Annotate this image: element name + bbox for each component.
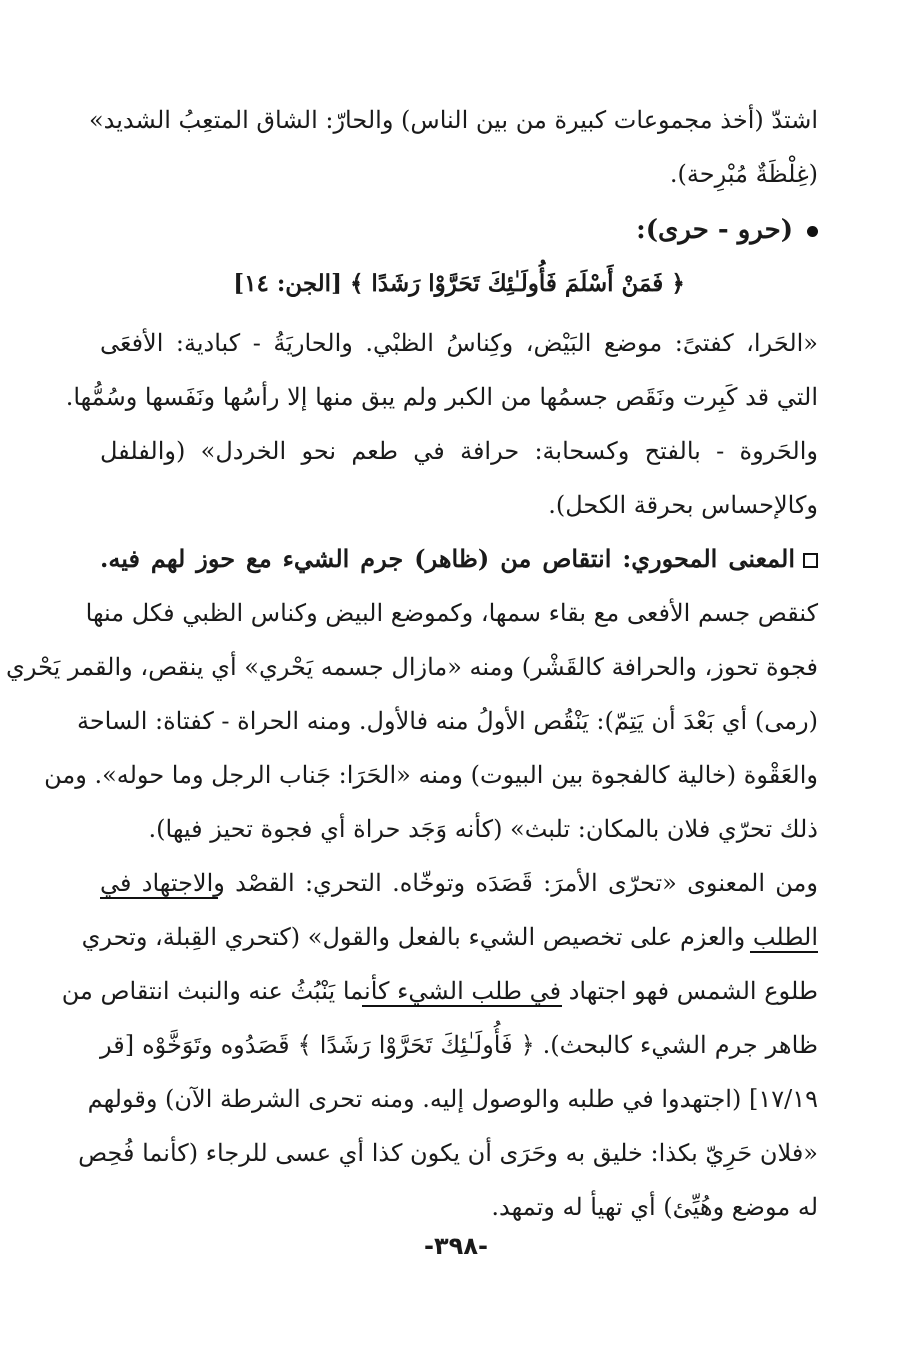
text-line: [78, 1128, 818, 1178]
text-line: [61, 966, 818, 1016]
underline-mark: [100, 897, 218, 899]
text-line-content: الطلب والعزم على تخصيص الشيء بالفعل والقول» (كتحري القِبلة، وتحري: [81, 923, 818, 951]
text-line-content: «الحَرا، كفتىً: موضع البَيْض، وكِناسُ الظبْي. والحاريَةُ - كبادية: الأفعَى: [100, 329, 818, 357]
text-line-content: ظاهر جرم الشيء كالبحث). ﴿ فَأُولَـٰئِكَ تَحَرَّوْا رَشَدًا ﴾ قَصَدُوه وتَوَخَّوْه [قر: [100, 1031, 818, 1059]
bullet-icon: [807, 226, 818, 237]
text-line: [100, 858, 818, 908]
text-line-content: والعَقْوة (خالية كالفجوة بين البيوت) ومنه «الحَرَا: جَناب الرجل وما حوله». ومن: [44, 761, 818, 789]
text-line: [100, 1020, 818, 1070]
text-line-content: كنقص جسم الأفعى مع بقاء سمها، وكموضع البيض وكناس الظبي فكل منها: [85, 599, 818, 627]
text-line: [6, 642, 818, 692]
text-line-content: ذلك تحرّي فلان بالمكان: تلبث» (كأنه وَجَد حراة أي فجوة تحيز فيها).: [148, 815, 818, 843]
text-line-content: وكالإحساس بحرقة الكحل).: [548, 491, 818, 519]
text-line: [100, 1182, 818, 1232]
text-line: [100, 804, 818, 854]
core-meaning-line: [100, 534, 818, 584]
text-line-content: (رمى) أي بَعْدَ أن يَتِمّ): يَنْقُص الأولُ منه فالأول. ومنه الحراة - كفتاة: الساحة: [76, 707, 818, 735]
text-line: [85, 588, 818, 638]
text-line-content: «فلان حَرِيّ بكذا: خليق به وحَرَى أن يكون كذا أي عسى للرجاء (كأنما فُحِص: [78, 1139, 818, 1167]
underline-mark: [362, 1005, 562, 1007]
text-line-content: والحَروة - بالفتح وكسحابة: حرافة في طعم نحو الخردل» (والفلفل: [100, 437, 818, 465]
page-number: -٣٩٨-: [424, 1232, 488, 1260]
text-line-content: فجوة تحوز، والحرافة كالقَشْر) ومنه «مازال جسمه يَحْري» أي ينقص، والقمر يَحْري: [6, 653, 818, 681]
quran-verse: [100, 259, 818, 309]
section-heading-text: (حرو - حرى):: [636, 215, 793, 245]
text-line-content: التي قد كَبِرت ونَقَص جسمُها من الكبر ولم يبق منها إلا رأسُها ونَفَسها وسُمُّها.: [65, 383, 818, 411]
text-line: [81, 912, 818, 962]
core-meaning-text: المعنى المحوري: انتقاص من (ظاهر) جرم الشيء مع حوز لهم فيه.: [100, 544, 795, 573]
text-line: [44, 750, 818, 800]
text-line: [76, 696, 818, 746]
section-heading: [100, 205, 818, 255]
text-line: [100, 480, 818, 530]
text-line-content: طلوع الشمس فهو اجتهاد في طلب الشيء كأنما يَنْبُثُ عنه والنبث انتقاص من: [61, 977, 818, 1005]
text-line: [65, 372, 818, 422]
text-line-content: ومن المعنوى «تحرّى الأمرَ: قَصَدَه وتوخّاه. التحري: القصْد والاجتهاد في: [100, 869, 818, 897]
text-line-content: له موضع وهُيِّئ) أي تهيأ له وتمهد.: [491, 1193, 818, 1221]
text-line: [87, 1074, 818, 1124]
underline-mark: [750, 951, 818, 953]
text-line: [100, 149, 818, 199]
text-line-content: (غِلْظَةٌ مُبْرِحة).: [669, 160, 818, 188]
square-box-icon: [803, 553, 818, 568]
text-line-content: اشتدّ (أخذ مجموعات كبيرة من بين الناس) والحارّ: الشاق المتعِبُ الشديد»: [88, 106, 818, 134]
quran-verse-text: ﴿ فَمَنْ أَسْلَمَ فَأُولَـٰئِكَ تَحَرَّوْا رَشَدًا ﴾ [الجن: ١٤]: [233, 270, 685, 297]
text-line: [100, 318, 818, 368]
text-line: [100, 426, 818, 476]
text-line-content: ١٧/١٩] (اجتهدوا في طلبه والوصول إليه. ومنه تحرى الشرطة الآن) وقولهم: [87, 1085, 818, 1113]
text-line: [88, 95, 818, 145]
